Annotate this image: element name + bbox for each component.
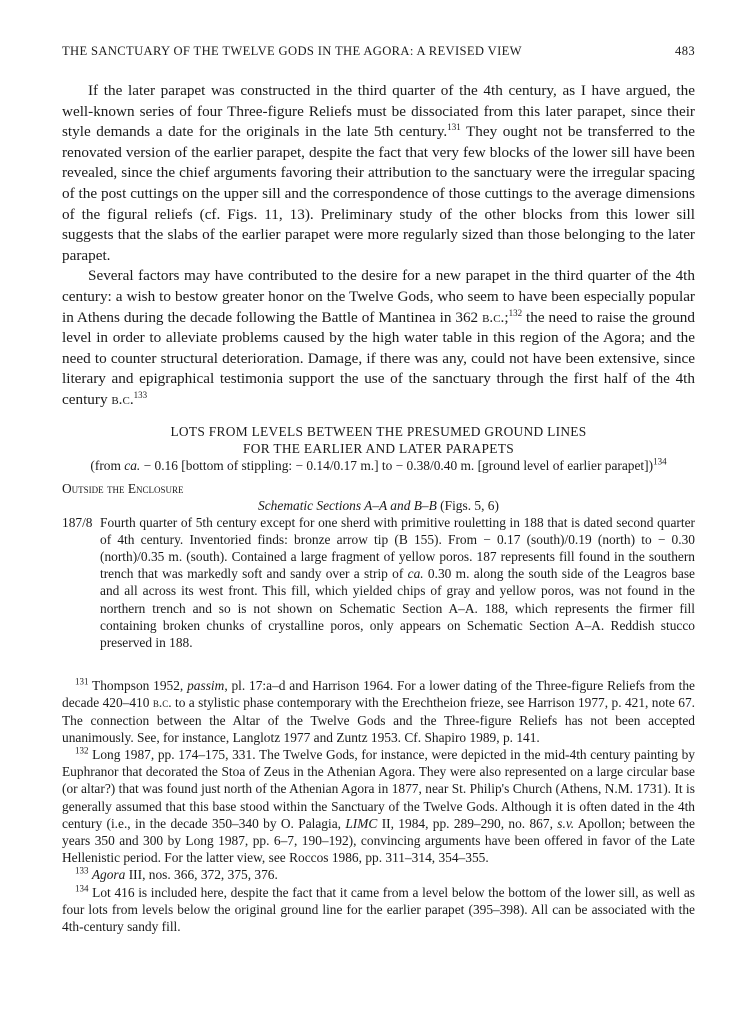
section-heading-line-2: FOR THE EARLIER AND LATER PARAPETS bbox=[243, 440, 514, 456]
page bbox=[62, 44, 695, 935]
schematic-sections-label bbox=[62, 497, 695, 514]
range-ca: ca. bbox=[124, 457, 141, 473]
footnote-text: Apollon; between the years 350 and 300 by Long 1987, pp. 6–7, 190–192), convincing arguments have been offered in favor of the Late Hellenistic period. For the latter view, see Roccos 1986, pp. 311–314, 354–355. bbox=[62, 815, 695, 866]
footnote-131 bbox=[62, 677, 695, 746]
paragraph-1-text-cont: They ought not be transferred to the renovated version of the earlier parapet, despite the fact that very few blocks of the lower sill have been revealed, since the chief arguments favoring their attribution to the sanctuary were the irregular spacing of the post cuttings on the upper sill and the correspondence of those cuttings to the average dimensions of the figural reliefs (cf. Figs. 11, 13). Preliminary study of the other blocks from this lower sill suggests that the slabs of the earlier parapet were more regularly sized than those belonging to the later parapet. bbox=[62, 123, 695, 264]
lot-text: Fourth quarter of 5th century except for one sherd with primitive rouletting in 188 that is dated second quarter of 4th century. Inventoried finds: bronze arrow tip (B 155). From − 0.17 (south)/0.19 (north) to − 0.30 (north)/0.35 m. (south). Contained a large fragment of yellow poros. 187 represents fill found in the southern trench that was markedly soft and sandy over a strip of bbox=[100, 514, 695, 582]
paragraph-2 bbox=[62, 266, 695, 410]
lot-entry-187-8 bbox=[62, 514, 695, 652]
schematic-figs: (Figs. 5, 6) bbox=[436, 497, 499, 513]
footnotes bbox=[62, 677, 695, 935]
schematic-sections-title: Schematic Sections A–A and B–B bbox=[258, 497, 437, 513]
paragraph-1-text: If the later parapet was constructed in the third quarter of the 4th century, as I have argued, the well-known series of four Three-figure Reliefs must be dissociated from this later parapet, since their style demands a date for the originals in the late 5th century. bbox=[62, 82, 695, 141]
era-abbrev: b.c. bbox=[152, 695, 172, 711]
lot-ca: ca. bbox=[407, 566, 424, 582]
footnote-ref-131: 131 bbox=[447, 122, 461, 133]
era-abbrev: b.c. bbox=[111, 390, 134, 408]
footnote-number: 131 bbox=[75, 676, 89, 687]
footnote-italic: passim bbox=[187, 678, 225, 694]
footnote-134 bbox=[62, 884, 695, 936]
page-number: 483 bbox=[675, 44, 695, 58]
footnote-italic: LIMC bbox=[345, 815, 378, 831]
footnote-132 bbox=[62, 746, 695, 866]
era-abbrev: b.c. bbox=[482, 308, 505, 326]
footnote-italic: Agora bbox=[91, 867, 126, 883]
footnote-text: to a stylistic phase contemporary with the Erechtheion frieze, see Harrison 1977, p. 421, note 67. The connection between the Altar of the Twelve Gods and the Three-figure Reliefs has not been accepted unanimously. See, for instance, Langlotz 1977 and Zuntz 1953. Cf. Shapiro 1989, p. 141. bbox=[62, 695, 695, 745]
lot-description bbox=[100, 514, 695, 652]
footnote-ref-132: 132 bbox=[508, 307, 523, 318]
footnote-italic: s.v. bbox=[557, 815, 575, 831]
lot-text-cont: 0.30 m. along the south side of the Leagros base and all across its west front. This fill, which yielded chips of gray and yellow poros, was not found in the northern trench and so is not shown on Schematic Section A–A. 188, which represents the firmer fill containing broken chunks of crystalline poros, only appears on Schematic Section A–A. Reddish stucco preserved in 188. bbox=[100, 566, 695, 650]
section-heading bbox=[62, 423, 695, 457]
footnote-ref-133: 133 bbox=[133, 389, 148, 400]
running-title: THE SANCTUARY OF THE TWELVE GODS IN THE AGORA: A REVISED VIEW bbox=[62, 44, 522, 58]
lot-number: 187/8 bbox=[62, 514, 93, 530]
footnote-text: , pl. 17:a–d and Harrison 1964. For a lower dating of the Three-figure Reliefs from the decade 420–410 bbox=[62, 678, 695, 711]
paragraph-2-text-cont: the need to raise the ground level in order to alleviate problems caused by the high water table in this region of the Agora; and the need to counter structural deterioration. Damage, if there was any, could not have been extensive, since literary and epigraphical testimonia support the use of the sanctuary through the first half of the 4th century bbox=[62, 308, 695, 408]
level-range bbox=[62, 457, 695, 474]
footnote-number: 134 bbox=[75, 883, 89, 894]
footnote-text: Lot 416 is included here, despite the fact that it came from a level below the bottom of the lower sill, as well as four lots from levels below the original ground line for the earlier parapet (395–398). All can be associated with the 4th-century sandy fill. bbox=[62, 884, 695, 934]
footnote-number: 132 bbox=[75, 745, 89, 756]
footnote-number: 133 bbox=[75, 865, 89, 876]
section-heading-line-1: LOTS FROM LEVELS BETWEEN THE PRESUMED GROUND LINES bbox=[170, 423, 587, 439]
range-text: (from bbox=[90, 457, 125, 473]
paragraph-2-text: Several factors may have contributed to the desire for a new parapet in the third quarter of the 4th century: a wish to bestow greater honor on the Twelve Gods, who seem to have been especially popular in Athens during the decade following the Battle of Mantinea in 362 bbox=[62, 267, 695, 326]
running-header bbox=[62, 44, 695, 59]
paragraph-2-punct: ; bbox=[504, 308, 509, 326]
footnote-133 bbox=[62, 866, 695, 883]
footnote-text: II, 1984, pp. 289–290, no. 867, bbox=[377, 815, 558, 831]
footnote-ref-134: 134 bbox=[653, 456, 667, 467]
footnote-text: Thompson 1952, bbox=[88, 678, 188, 694]
paragraph-1 bbox=[62, 81, 695, 266]
range-text-cont: − 0.16 [bottom of stippling: − 0.14/0.17 m.] to − 0.38/0.40 m. [ground level of earlier parapet]) bbox=[140, 457, 654, 473]
footnote-text: Long 1987, pp. 174–175, 331. The Twelve Gods, for instance, were depicted in the mid-4th century painting by Euphranor that decorated the Stoa of Zeus in the Athenian Agora. They were also represented on a large circular base (or altar?) that was found just north of the Athenian Agora in 1877, near St. Philip's Church (Athens, N.M. 1731). It is generally assumed that this base stood within the Sanctuary of the Twelve Gods. Although it is often dated in the 4th century (i.e., in the decade 350–340 by O. Palagia, bbox=[62, 746, 695, 831]
body-text bbox=[62, 81, 695, 411]
subsection-outside: Outside the Enclosure bbox=[62, 480, 184, 496]
footnote-text: III, nos. 366, 372, 375, 376. bbox=[125, 867, 278, 883]
